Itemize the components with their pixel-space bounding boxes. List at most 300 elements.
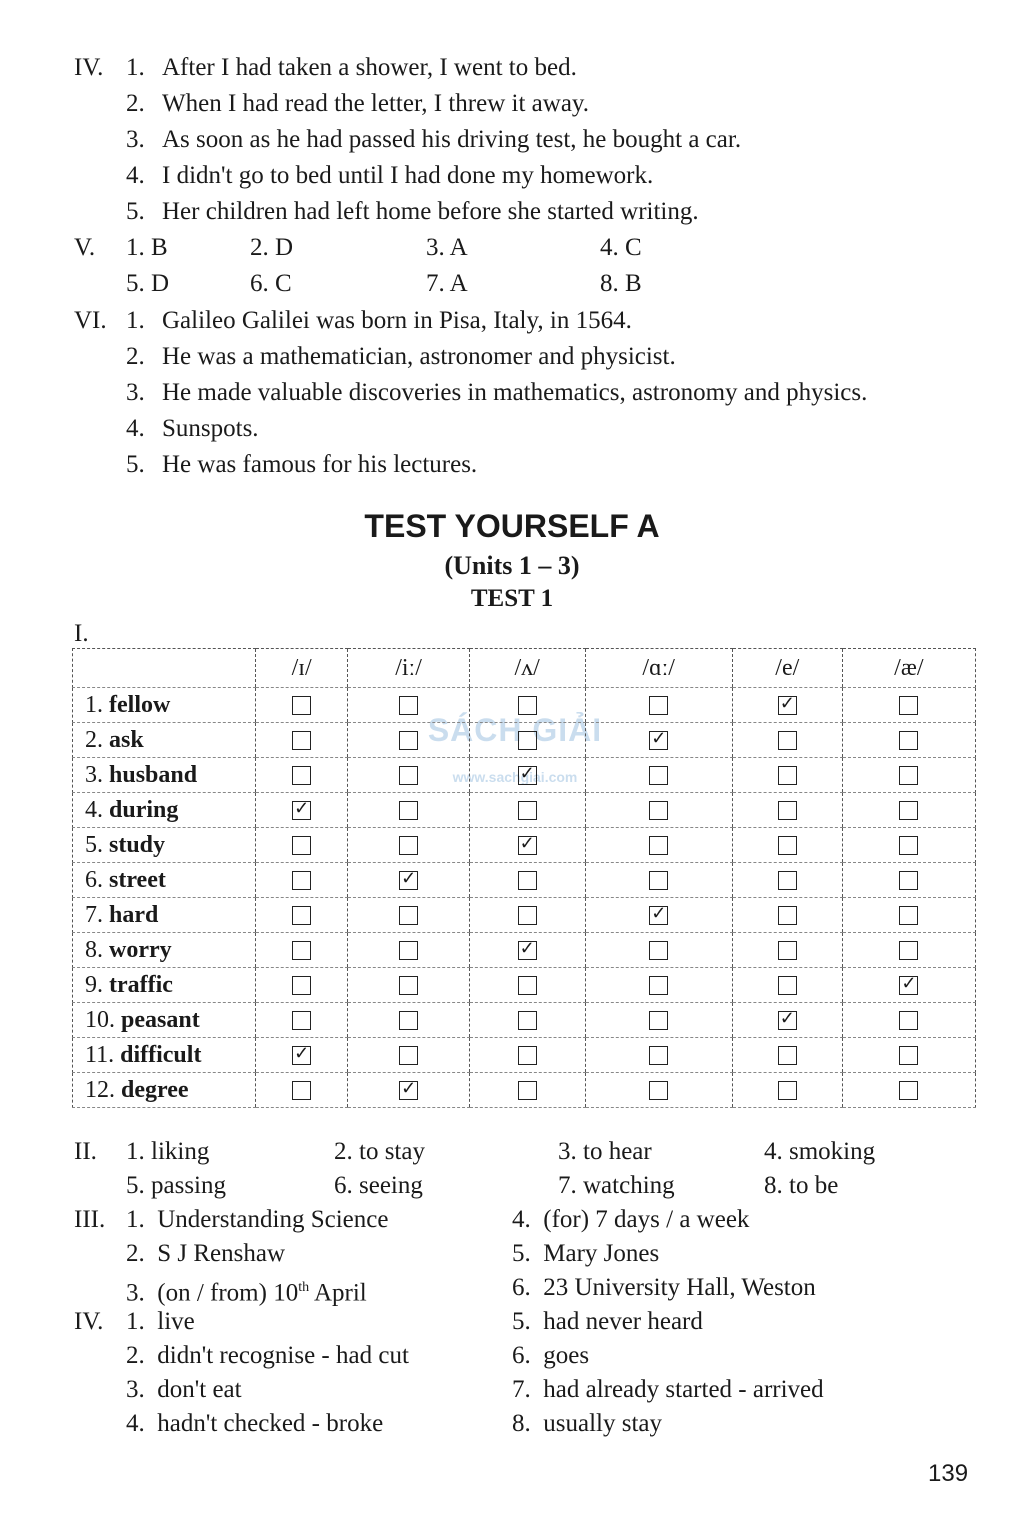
answer-item [512, 1204, 749, 1236]
checkbox-cell [348, 758, 470, 793]
answer-number: 3. [558, 1138, 577, 1165]
checkbox-cell [842, 828, 975, 863]
empty-box-icon[interactable] [292, 836, 311, 855]
checkbox-cell [842, 933, 975, 968]
word-label: study [109, 831, 166, 858]
checkbox-cell [469, 1038, 585, 1073]
checkbox-cell [256, 1073, 348, 1108]
table-row [73, 723, 976, 758]
answer-item [126, 1272, 367, 1309]
checkbox-cell [585, 1038, 732, 1073]
checkbox-cell [469, 723, 585, 758]
answer-number: 3. [126, 1376, 145, 1403]
answer-value: to stay [359, 1138, 425, 1165]
answer-item [558, 1136, 652, 1168]
phonetics-table [72, 648, 976, 1108]
word-label: during [109, 796, 179, 823]
word-cell [73, 758, 256, 793]
checkbox-cell [732, 968, 842, 1003]
table-row [73, 898, 976, 933]
checkbox-cell [585, 933, 732, 968]
empty-box-icon[interactable] [649, 1081, 668, 1100]
checked-box-icon[interactable] [518, 766, 537, 785]
answer-number: 6. [250, 270, 269, 297]
checkbox-cell [348, 828, 470, 863]
answer-number: 5. [126, 1172, 145, 1199]
answer-item [512, 1272, 816, 1304]
list-item-number: 3. [126, 126, 145, 153]
answer-number: 5. [512, 1308, 531, 1335]
watermark-url: www.sachgiai.com [452, 769, 578, 785]
checkbox-cell [842, 898, 975, 933]
empty-box-icon[interactable] [899, 836, 918, 855]
empty-box-icon[interactable] [399, 1011, 418, 1030]
word-number: 4. [85, 796, 103, 823]
checkbox-cell [842, 793, 975, 828]
list-item: He was a mathematician, astronomer and physicist. [162, 343, 676, 370]
empty-box-icon[interactable] [899, 1081, 918, 1100]
list-item-number: 1. [126, 307, 145, 334]
answer-number: 6. [334, 1172, 353, 1199]
list-item: He was famous for his lectures. [162, 451, 478, 478]
list-item: I didn't go to bed until I had done my homework. [162, 162, 654, 189]
answer-number: 2. [334, 1138, 353, 1165]
empty-box-icon[interactable] [899, 906, 918, 925]
answer-value: passing [151, 1172, 226, 1199]
empty-box-icon[interactable] [518, 976, 537, 995]
answer-value: had already started - arrived [543, 1376, 824, 1403]
answer-item [126, 1374, 242, 1406]
answer-item [250, 232, 293, 264]
answer-number: 4. [512, 1206, 531, 1233]
word-label: difficult [120, 1041, 202, 1068]
answer-item [334, 1170, 423, 1202]
answer-number: 7. [426, 270, 445, 297]
list-item: He made valuable discoveries in mathematics, astronomy and physics. [162, 379, 868, 406]
answer-item [126, 1204, 388, 1236]
checked-box-icon[interactable] [778, 696, 797, 715]
section-ii-roman: II. [74, 1138, 97, 1165]
empty-box-icon[interactable] [778, 801, 797, 820]
checkbox-cell [256, 828, 348, 863]
answer-number: 5. [126, 270, 145, 297]
checkbox-cell [585, 1073, 732, 1108]
word-cell [73, 723, 256, 758]
empty-box-icon[interactable] [649, 871, 668, 890]
list-item: Her children had left home before she started writing. [162, 198, 699, 225]
word-label: husband [109, 761, 198, 788]
empty-box-icon[interactable] [649, 941, 668, 960]
empty-box-icon[interactable] [778, 941, 797, 960]
answer-item [126, 232, 168, 264]
answer-value: C [275, 270, 292, 297]
answer-item [512, 1306, 703, 1338]
answer-value: A [449, 270, 468, 297]
checkbox-cell [348, 1073, 470, 1108]
checked-box-icon[interactable] [518, 836, 537, 855]
answer-value: usually stay [543, 1410, 662, 1437]
answer-number: 2. [126, 1240, 145, 1267]
answer-item [600, 232, 642, 264]
empty-box-icon[interactable] [518, 871, 537, 890]
empty-box-icon[interactable] [649, 766, 668, 785]
word-number: 1. [85, 691, 103, 718]
checkbox-cell [348, 793, 470, 828]
empty-box-icon[interactable] [778, 766, 797, 785]
checkbox-cell [348, 1038, 470, 1073]
empty-box-icon[interactable] [899, 801, 918, 820]
word-cell [73, 688, 256, 723]
table-row [73, 688, 976, 723]
answer-number: 2. [250, 234, 269, 261]
answer-item [426, 268, 468, 300]
empty-box-icon[interactable] [292, 1011, 311, 1030]
answer-value: to be [789, 1172, 839, 1199]
word-number: 10. [85, 1006, 115, 1033]
empty-box-icon[interactable] [778, 731, 797, 750]
answer-item [600, 268, 642, 300]
page-subtitle: (Units 1 – 3) [444, 551, 580, 580]
word-number: 7. [85, 901, 103, 928]
empty-box-icon[interactable] [899, 871, 918, 890]
empty-box-icon[interactable] [899, 1046, 918, 1065]
word-cell [73, 863, 256, 898]
checkbox-cell [585, 898, 732, 933]
checkbox-cell [732, 933, 842, 968]
list-item: When I had read the letter, I threw it away. [162, 90, 590, 117]
checkbox-cell [469, 688, 585, 723]
empty-box-icon[interactable] [518, 1081, 537, 1100]
empty-box-icon[interactable] [292, 976, 311, 995]
answer-value: (for) 7 days / a week [543, 1206, 750, 1233]
word-number: 6. [85, 866, 103, 893]
word-label: traffic [109, 971, 173, 998]
list-item-number: 5. [126, 198, 145, 225]
checkbox-cell [348, 1003, 470, 1038]
list-item-number: 2. [126, 343, 145, 370]
empty-box-icon[interactable] [399, 766, 418, 785]
word-cell [73, 1073, 256, 1108]
answer-value: don't eat [157, 1376, 242, 1403]
checkbox-cell [256, 723, 348, 758]
answer-value: seeing [359, 1172, 423, 1199]
answer-item [512, 1340, 589, 1372]
checkbox-cell [732, 863, 842, 898]
word-cell [73, 898, 256, 933]
answer-item [126, 1136, 209, 1168]
answer-value: Mary Jones [543, 1240, 660, 1267]
header-cell: /e/ [732, 649, 842, 688]
answer-value: 23 University Hall, Weston [543, 1274, 816, 1301]
checkbox-cell [469, 1073, 585, 1108]
answer-number: 7. [512, 1376, 531, 1403]
checkbox-cell [842, 688, 975, 723]
answer-value: B [151, 234, 168, 261]
answer-item [558, 1170, 675, 1202]
answer-value: D [275, 234, 294, 261]
list-item: Sunspots. [162, 415, 259, 442]
empty-box-icon[interactable] [399, 941, 418, 960]
checkbox-cell [469, 933, 585, 968]
checkbox-cell [842, 758, 975, 793]
list-item-number: 3. [126, 379, 145, 406]
watermark-text: SÁCH GIẢI [427, 712, 603, 748]
checked-box-icon[interactable] [399, 1081, 418, 1100]
checkbox-cell [348, 863, 470, 898]
answer-item [426, 232, 468, 264]
section-v-roman: V. [74, 234, 96, 261]
list-item-number: 5. [126, 451, 145, 478]
empty-box-icon[interactable] [778, 906, 797, 925]
empty-box-icon[interactable] [292, 696, 311, 715]
word-number: 8. [85, 936, 103, 963]
answer-number: 6. [512, 1274, 531, 1301]
answer-number: 2. [126, 1342, 145, 1369]
empty-box-icon[interactable] [899, 731, 918, 750]
word-label: ask [109, 726, 144, 753]
empty-box-icon[interactable] [399, 976, 418, 995]
checked-box-icon[interactable] [778, 1011, 797, 1030]
word-cell [73, 968, 256, 1003]
empty-box-icon[interactable] [649, 1046, 668, 1065]
checkbox-cell [842, 1003, 975, 1038]
empty-box-icon[interactable] [778, 871, 797, 890]
table-row [73, 793, 976, 828]
answer-number: 3. [426, 234, 445, 261]
empty-box-icon[interactable] [399, 731, 418, 750]
answer-item [512, 1238, 659, 1270]
answer-item [126, 1306, 195, 1338]
checkbox-cell [469, 863, 585, 898]
checkbox-cell [256, 1038, 348, 1073]
empty-box-icon[interactable] [778, 836, 797, 855]
checkbox-cell [348, 688, 470, 723]
answer-number: 1. [126, 1138, 145, 1165]
answer-item [334, 1136, 425, 1168]
checkbox-cell [842, 1073, 975, 1108]
list-item-number: 4. [126, 162, 145, 189]
word-number: 11. [85, 1041, 115, 1068]
answer-value: A [449, 234, 468, 261]
answer-value: goes [543, 1342, 590, 1369]
list-item: After I had taken a shower, I went to bed. [162, 54, 577, 81]
empty-box-icon[interactable] [399, 696, 418, 715]
answer-value: hadn't checked - broke [157, 1410, 384, 1437]
checkbox-cell [585, 828, 732, 863]
list-item-number: 4. [126, 415, 145, 442]
empty-box-icon[interactable] [649, 696, 668, 715]
checked-box-icon[interactable] [292, 1046, 311, 1065]
empty-box-icon[interactable] [292, 1081, 311, 1100]
checkbox-cell [348, 968, 470, 1003]
answer-item [126, 1238, 285, 1270]
word-number: 3. [85, 761, 103, 788]
answer-number: 8. [600, 270, 619, 297]
answer-value: had never heard [543, 1308, 703, 1335]
answer-number: 1. [126, 234, 145, 261]
header-cell: /iː/ [348, 649, 470, 688]
empty-box-icon[interactable] [649, 1011, 668, 1030]
empty-box-icon[interactable] [649, 801, 668, 820]
empty-box-icon[interactable] [518, 1046, 537, 1065]
checkbox-cell [732, 758, 842, 793]
empty-box-icon[interactable] [399, 801, 418, 820]
empty-box-icon[interactable] [292, 731, 311, 750]
empty-box-icon[interactable] [399, 906, 418, 925]
answer-number: 1. [126, 1308, 145, 1335]
word-label: fellow [109, 691, 171, 718]
empty-box-icon[interactable] [292, 871, 311, 890]
checkbox-cell [585, 688, 732, 723]
header-cell: /ɑː/ [585, 649, 732, 688]
word-number: 12. [85, 1076, 115, 1103]
section-iv-top-roman: IV. [74, 54, 104, 81]
answer-value: liking [151, 1138, 210, 1165]
page-title: TEST YOURSELF A [364, 508, 660, 544]
empty-box-icon[interactable] [518, 696, 537, 715]
empty-box-icon[interactable] [292, 766, 311, 785]
empty-box-icon[interactable] [778, 976, 797, 995]
table-header-row [73, 649, 976, 688]
checkbox-cell [732, 723, 842, 758]
checkbox-cell [256, 688, 348, 723]
answer-value: smoking [789, 1138, 876, 1165]
table-row [73, 758, 976, 793]
answer-item [764, 1170, 838, 1202]
answer-value: D [151, 270, 170, 297]
header-cell: /ʌ/ [469, 649, 585, 688]
checkbox-cell [585, 723, 732, 758]
checkbox-cell [469, 793, 585, 828]
test-heading: TEST 1 [470, 585, 554, 612]
checkbox-cell [348, 723, 470, 758]
empty-box-icon[interactable] [518, 731, 537, 750]
checkbox-cell [256, 793, 348, 828]
empty-box-icon[interactable] [518, 801, 537, 820]
word-cell [73, 1003, 256, 1038]
checkbox-cell [585, 863, 732, 898]
section-iv-bottom-roman: IV. [74, 1308, 104, 1335]
empty-box-icon[interactable] [292, 941, 311, 960]
empty-box-icon[interactable] [778, 1081, 797, 1100]
table-row [73, 828, 976, 863]
empty-box-icon[interactable] [899, 1011, 918, 1030]
checkbox-cell [842, 723, 975, 758]
empty-box-icon[interactable] [899, 766, 918, 785]
answer-value: April [309, 1279, 367, 1307]
word-cell [73, 828, 256, 863]
checkbox-cell [256, 1003, 348, 1038]
word-label: hard [109, 901, 159, 928]
answer-value: didn't recognise - had cut [157, 1342, 409, 1369]
answer-value: to hear [583, 1138, 652, 1165]
checked-box-icon[interactable] [292, 801, 311, 820]
answer-value: (on / from) 10 [157, 1279, 299, 1307]
empty-box-icon[interactable] [649, 976, 668, 995]
empty-box-icon[interactable] [518, 1011, 537, 1030]
empty-box-icon[interactable] [518, 906, 537, 925]
checkbox-cell [256, 968, 348, 1003]
empty-box-icon[interactable] [899, 941, 918, 960]
answer-number: 6. [512, 1342, 531, 1369]
answer-number: 3. [126, 1279, 145, 1307]
answer-number: 8. [512, 1410, 531, 1437]
answer-item [126, 1408, 383, 1440]
empty-box-icon[interactable] [778, 1046, 797, 1065]
answer-item [126, 268, 169, 300]
table-row [73, 968, 976, 1003]
checkbox-cell [469, 828, 585, 863]
answer-value: C [625, 234, 642, 261]
answer-number: 4. [764, 1138, 783, 1165]
empty-box-icon[interactable] [399, 1046, 418, 1065]
answer-item [250, 268, 292, 300]
answer-item [764, 1136, 875, 1168]
answer-item [512, 1374, 824, 1406]
checkbox-cell [256, 758, 348, 793]
header-cell: /ɪ/ [256, 649, 348, 688]
table-row [73, 1073, 976, 1108]
checkbox-cell [585, 1003, 732, 1038]
checkbox-cell [732, 898, 842, 933]
header-cell: /æ/ [842, 649, 975, 688]
word-number: 2. [85, 726, 103, 753]
answer-item [126, 1170, 226, 1202]
table-row [73, 1038, 976, 1073]
checkbox-cell [585, 968, 732, 1003]
empty-box-icon[interactable] [649, 836, 668, 855]
table-row [73, 1003, 976, 1038]
answer-number: 5. [512, 1240, 531, 1267]
answer-value: watching [583, 1172, 675, 1199]
answer-item [126, 1340, 409, 1372]
answer-number: 1. [126, 1206, 145, 1233]
list-item-number: 2. [126, 90, 145, 117]
checked-box-icon[interactable] [649, 731, 668, 750]
checkbox-cell [732, 828, 842, 863]
answer-value: live [157, 1308, 195, 1335]
checkbox-cell [256, 863, 348, 898]
answer-number: 4. [600, 234, 619, 261]
empty-box-icon[interactable] [292, 906, 311, 925]
answer-value: Understanding Science [157, 1206, 389, 1233]
answer-number: 8. [764, 1172, 783, 1199]
answer-value: B [625, 270, 642, 297]
empty-box-icon[interactable] [899, 696, 918, 715]
word-label: worry [109, 936, 172, 963]
checked-box-icon[interactable] [899, 976, 918, 995]
section-vi-roman: VI. [74, 307, 107, 334]
checked-box-icon[interactable] [518, 941, 537, 960]
word-cell [73, 1038, 256, 1073]
empty-box-icon[interactable] [399, 836, 418, 855]
checkbox-cell [732, 1073, 842, 1108]
table-row [73, 933, 976, 968]
checkbox-cell [842, 968, 975, 1003]
word-label: degree [121, 1076, 189, 1103]
section-i-roman: I. [74, 620, 89, 647]
checkbox-cell [732, 1038, 842, 1073]
word-number: 5. [85, 831, 103, 858]
header-cell-empty [73, 649, 256, 688]
checkbox-cell [842, 1038, 975, 1073]
word-label: street [109, 866, 166, 893]
checkbox-cell [732, 1003, 842, 1038]
checkbox-cell [256, 933, 348, 968]
checked-box-icon[interactable] [649, 906, 668, 925]
word-cell [73, 793, 256, 828]
checked-box-icon[interactable] [399, 871, 418, 890]
